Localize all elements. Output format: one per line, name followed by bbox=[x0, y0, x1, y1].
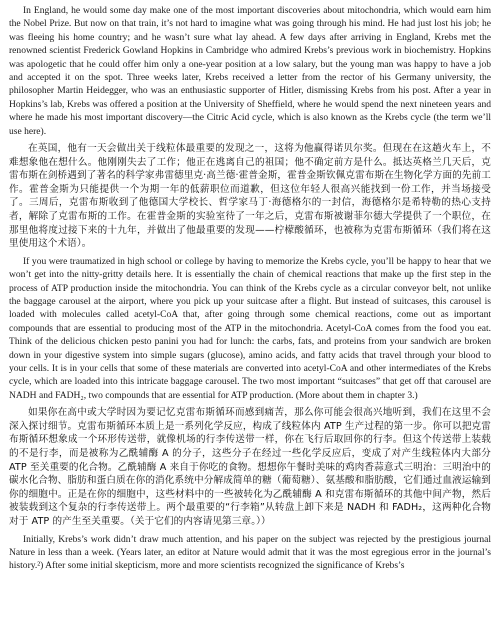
paragraph-english-nature-rejection: Initially, Krebs’s work didn’t draw much attention, and his paper on the subject was rejected by the prestigious journal Nature in less than a week. (Years later, an editor at Nature would admit that it was the most egregious error in the journal’s history.²) After some initial skepticism, more and more scientists recognized the significance of Krebs’s bbox=[9, 533, 491, 572]
paragraph-english-krebs-cycle: If you were traumatized in high school or college by having to memorize the Krebs cycle, you’ll be happy to hear that we won’t get into the nitty-gritty details here. It is essentially the chain of chemical reactions that make up the first step in the process of ATP production inside the mitochondria. You can think of the Krebs cycle as a circular conveyor belt, not unlike the baggage carousel at the airport, where you pick up your suitcase after a flight. But instead of suitcases, this carousel is loaded with molecules called acetyl-CoA that, after going through some chemical reactions, come out as important compounds that are essential to producing most of the ATP in the mitochondria. Acetyl-CoA comes from the food you eat. Think of the delicious chicken pesto panini you had for lunch: the carbs, fats, and proteins from your sandwich are broken down in your digestive system into simple sugars (glucose), amino acids, and fatty acids that travel through your blood to your cells. It is in your cells that some of these materials are converted into acetyl-CoA and other intermediates of the Krebs cycle, which are loaded into this intricate baggage carousel. The two most important “suitcases” that get off that carousel are NADH and FADH₂, two compounds that are essential for ATP production. (More about them in chapter 3.) bbox=[9, 255, 491, 401]
paragraph-chinese-krebs-cycle: 如果你在高中或大学时因为要记忆克雷布斯循环而感到痛苦，那么你可能会很高兴地听到，我们在这里不会深入探讨细节。克雷布斯循环本质上是一系列化学反应，构成了线粒体内 ATP 生产过程的第一步。你可以把克雷布斯循环想象成一个环形传送带，就像机场的行李传送带一样，你在飞行后取回你的行李。但这个传送带上装载的不是行李，而是被称为乙酰辅酶 A 的分子，这些分子在经过一些化学反应后，变成了对产生线粒体内大部分 ATP 至关重要的化合物。乙酰辅酶 A 来自于你吃的食物。想想你午餐时美味的鸡肉香蒜意式三明治：三明治中的碳水化合物、脂肪和蛋白质在你的消化系统中分解成简单的糖（葡萄糖）、氨基酸和脂肪酸，它们通过血液运输到你的细胞中。正是在你的细胞中，这些材料中的一些被转化为乙酰辅酶 A 和克雷布斯循环的其他中间产物，然后被装载到这个复杂的行李传送带上。两个最重要的“行李箱”从转盘上卸下来是 NADH 和 FADH₂，这两种化合物对于 ATP 的产生至关重要。（关于它们的内容请见第三章。）） bbox=[9, 407, 491, 528]
paragraph-english-krebs-england: In England, he would some day make one of the most important discoveries about mitochondria, which would earn him the Nobel Prize. But now on that train, it’s not hard to imagine what was going through his mind. He had just lost his job; he was fleeing his home country; and he wasn’t sure what lay ahead. A few days after arriving in England, Krebs met the renowned scientist Frederick Gowland Hopkins in Cambridge who admired Krebs’s previous work in biochemistry. Hopkins was apologetic that he could offer him only a one-year position at a low salary, but the young man was happy to have a job and accepted it on the spot. Three weeks later, Krebs received a letter from the rector of his Germany university, the philosopher Martin Heidegger, who was an enthusiastic supporter of Hitler, dismissing Krebs from his post. After a year in Hopkins’s lab, Krebs was offered a position at the University of Sheffield, where he would spend the next nineteen years and where he made his most important discovery—the Citric Acid cycle, which is also known as the Krebs cycle (the term we’ll use here). bbox=[9, 5, 491, 137]
paragraph-chinese-krebs-england: 在英国，他有一天会做出关于线粒体最重要的发现之一，这将为他赢得诺贝尔奖。但现在在这趟火车上，不难想象他在想什么。他刚刚失去了工作；他正在逃离自己的祖国；他不确定前方是什么。抵达英格兰几天后，克雷布斯在剑桥遇到了著名的科学家弗雷德里克·高兰德·霍普金斯，霍普金斯钦佩克雷布斯在生物化学方面的先前工作。霍普金斯为只能提供一个为期一年的低薪职位而道歉，但这位年轻人很高兴能找到一份工作，并当场接受了。三周后，克雷布斯收到了他德国大学校长、哲学家马丁·海德格尔的一封信，海德格尔是希特勒的热心支持者，解除了克雷布斯的工作。在霍普金斯的实验室待了一年之后，克雷布斯被谢菲尔德大学提供了一个职位，在那里他将度过接下来的十九年，并做出了他最重要的发现——柠檬酸循环，也被称为克雷布斯循环（我们将在这里使用这个术语）。 bbox=[9, 143, 491, 250]
